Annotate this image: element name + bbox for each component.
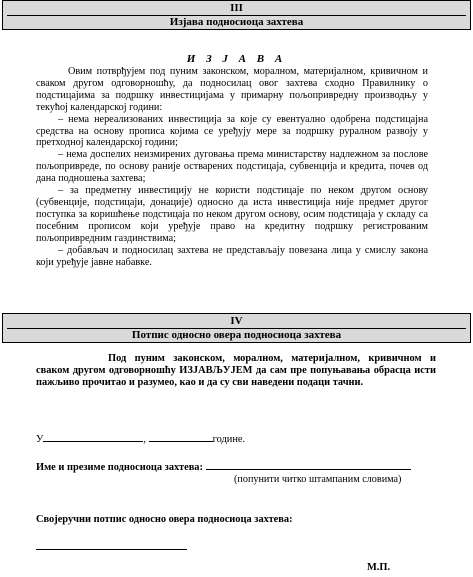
declaration-text: Под пуним законском, моралном, материјалном, кривичном и сваком другом одговорношћу ИЗЈАВЉУЈЕМ да сам пре попуњавања обрасца исти пажљиво прочитао и разумео, као и да су сви наведени подаци тачни. xyxy=(36,353,436,388)
signature-field[interactable] xyxy=(36,549,187,550)
place-field[interactable] xyxy=(43,432,143,442)
izjava-intro: Овим потврђујем под пуним законском, моралном, материјалном, кривичном и сваком другом одговорношћу, да подносилац овог захтева сходно Правилнику о подстицајима за подршку инвестицијама у примарну пољопривредну производњу у текућој календарској години: xyxy=(36,66,428,113)
izjava-heading: И З Ј А В А xyxy=(186,53,287,65)
section-4-header xyxy=(2,313,471,343)
place-date-row xyxy=(36,432,245,445)
section-4-title: Потпис односно овера подносиоца захтева xyxy=(131,329,342,341)
place-date-separator: , xyxy=(143,434,146,445)
izjava-item: – добављач и подносилац захтева не представљају повезана лица у смислу закона који уређује јавне набавке. xyxy=(36,244,428,268)
section-3-header xyxy=(2,0,471,30)
date-field[interactable] xyxy=(149,432,213,442)
stamp-label: М.П. xyxy=(367,562,391,573)
section-4-number: IV xyxy=(230,315,243,327)
name-field[interactable] xyxy=(206,460,411,470)
izjava-item: – нема доспелих неизмирених дуговања према министарству надлежном за послове пољопривреде, по основу раније остварених подстицаја, субвенција и кредита, почев од дана подношења захтева; xyxy=(36,149,428,185)
izjava-body xyxy=(36,66,428,268)
name-row xyxy=(36,460,436,473)
place-prefix: У xyxy=(36,434,44,445)
izjava-item: – за предметну инвестицију не користи подстицаје по неком другом основу (субвенције, подстицаји, донације) односно да иста инвестиција није предмет другог поступка за коришћење подстицаја по неком другом основу, осим подстицаја у складу са посебним прописом који уређује право на кредитну подршку регистрованим пољопривредним газдинствима; xyxy=(36,185,428,244)
signature-label: Својеручни потпис односно овера подносиоца захтева: xyxy=(36,514,293,525)
name-label: Име и презиме подносиоца захтева: xyxy=(36,462,203,473)
section-3-title: Изјава подносиоца захтева xyxy=(169,16,304,28)
year-suffix: године. xyxy=(212,434,246,445)
section-3-number: III xyxy=(230,2,243,14)
izjava-item: – нема нереализованих инвестиција за које су евентуално одобрена подстицајна средства на основу прописа којима се уређују мере за подршку руралном развоју у претходној календарској години; xyxy=(36,113,428,149)
name-hint: (попунити читко штампаним словима) xyxy=(234,474,402,485)
